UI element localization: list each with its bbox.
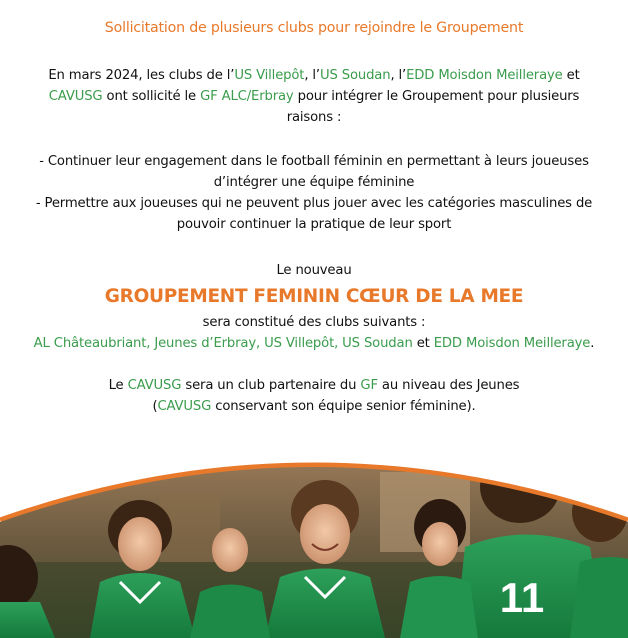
- text: au niveau des Jeunes: [377, 378, 520, 393]
- club-name: EDD Moisdon Meilleraye: [433, 336, 591, 351]
- text: conservant son équipe senior féminine).: [211, 399, 476, 414]
- club-name: GF ALC/Erbray: [200, 89, 294, 104]
- text: Le: [108, 378, 128, 393]
- page-title: Sollicitation de plusieurs clubs pour rejoindre le Groupement: [104, 20, 524, 36]
- partner-paragraph: [0, 375, 628, 417]
- club-list: AL Châteaubriant, Jeunes d’Erbray, US Villepôt, US Soudan: [33, 336, 413, 351]
- reason-2-line-1: - Permettre aux joueuses qui ne peuvent plus jouer avec les catégories masculines de: [35, 196, 593, 211]
- announce-pre: [0, 260, 628, 281]
- text: .: [590, 336, 595, 351]
- text: , l’: [390, 68, 407, 83]
- text: et: [562, 68, 580, 83]
- announce-post-text: sera constitué des clubs suivants :: [202, 315, 426, 330]
- reasons-list: [0, 151, 628, 235]
- team-photo-illustration: [0, 452, 628, 638]
- text: pour intégrer le Groupement pour plusieurs: [293, 89, 580, 104]
- intro-line-2: [0, 86, 628, 107]
- announce-body: [0, 312, 628, 354]
- intro-line-3: raisons :: [286, 110, 342, 125]
- club-name: US Villepôt: [234, 68, 305, 83]
- club-name: GF: [360, 378, 378, 393]
- club-name: US Soudan: [319, 68, 391, 83]
- text: , l’: [304, 68, 320, 83]
- club-name: CAVUSG: [48, 89, 103, 104]
- club-list-line: [0, 333, 628, 354]
- shirt-number: 11: [499, 574, 545, 621]
- text: ont sollicité le: [102, 89, 201, 104]
- intro-line-1: [0, 65, 628, 86]
- team-photo: [0, 452, 628, 638]
- text: En mars 2024, les clubs de l’: [48, 68, 235, 83]
- text: (: [152, 399, 158, 414]
- groupement-name: GROUPEMENT FEMININ CŒUR DE LA MEE: [104, 286, 524, 307]
- text: et: [412, 336, 434, 351]
- club-name: CAVUSG: [127, 378, 182, 393]
- reason-2-line-2: pouvoir continuer la pratique de leur sport: [176, 217, 452, 232]
- text: sera un club partenaire du: [181, 378, 361, 393]
- club-name: EDD Moisdon Meilleraye: [406, 68, 563, 83]
- announce-pre-text: Le nouveau: [276, 263, 352, 278]
- club-name: CAVUSG: [157, 399, 212, 414]
- reason-1-line-2: d’intégrer une équipe féminine: [213, 175, 415, 190]
- reason-1-line-1: - Continuer leur engagement dans le football féminin en permettant à leurs joueuses: [39, 154, 589, 169]
- partner-line-1: [0, 375, 628, 396]
- intro-paragraph: [0, 65, 628, 128]
- partner-line-2: [0, 396, 628, 417]
